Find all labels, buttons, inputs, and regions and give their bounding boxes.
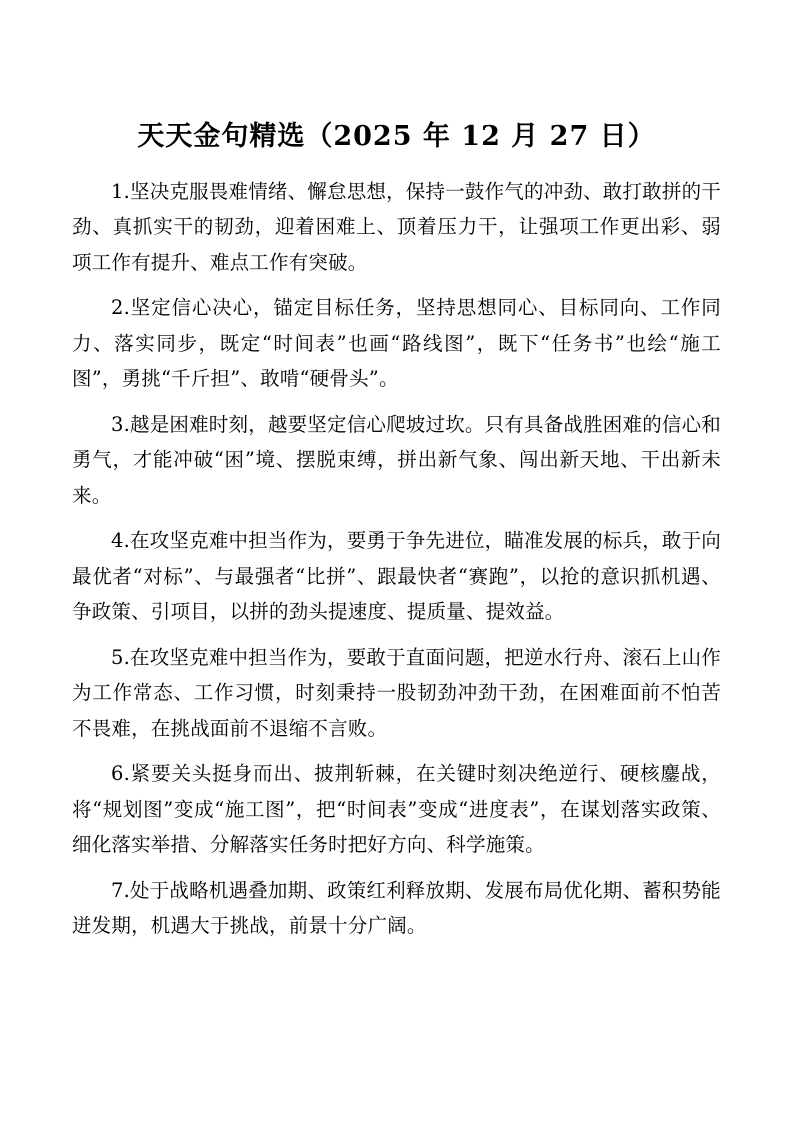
paragraph-6: 6.紧要关头挺身而出、披荆斩棘，在关键时刻决绝逆行、硬核鏖战，将“规划图”变成“施工图”，把“时间表”变成“进度表”，在谋划落实政策、细化落实举措、分解落实任务时把好方向、科学施策。	[72, 762, 721, 857]
paragraph-3: 3.越是困难时刻，越要坚定信心爬坡过坎。只有具备战胜困难的信心和勇气，才能冲破“困”境、摆脱束缚，拼出新气象、闯出新天地、干出新未来。	[72, 412, 722, 507]
paragraph-4: 4.在攻坚克难中担当作为，要勇于争先进位，瞄准发展的标兵，敢于向最优者“对标”、与最强者“比拼”、跟最快者“赛跑”，以抢的意识抓机遇、争政策、引项目，以拼的劲头提速度、提质量、提效益。	[72, 529, 722, 624]
paragraph-1: 1.坚决克服畏难情绪、懈怠思想，保持一鼓作气的冲劲、敢打敢拼的干劲、真抓实干的韧劲，迎着困难上、顶着压力干，让强项工作更出彩、弱项工作有提升、难点工作有突破。	[72, 179, 722, 274]
paragraph-7: 7.处于战略机遇叠加期、政策红利释放期、发展布局优化期、蓄积势能迸发期，机遇大于挑战，前景十分广阔。	[72, 878, 722, 937]
page-title: 天天金句精选（2025 年 12 月 27 日）	[137, 121, 656, 152]
paragraph-2: 2.坚定信心决心，锚定目标任务，坚持思想同心、目标同向、工作同力、落实同步，既定“时间表”也画“路线图”，既下“任务书”也绘“施工图”，勇挑“千斤担”、敢啃“硬骨头”。	[72, 296, 721, 391]
paragraph-5: 5.在攻坚克难中担当作为，要敢于直面问题，把逆水行舟、滚石上山作为工作常态、工作习惯，时刻秉持一股韧劲冲劲干劲，在困难面前不怕苦不畏难，在挑战面前不退缩不言败。	[72, 645, 722, 740]
